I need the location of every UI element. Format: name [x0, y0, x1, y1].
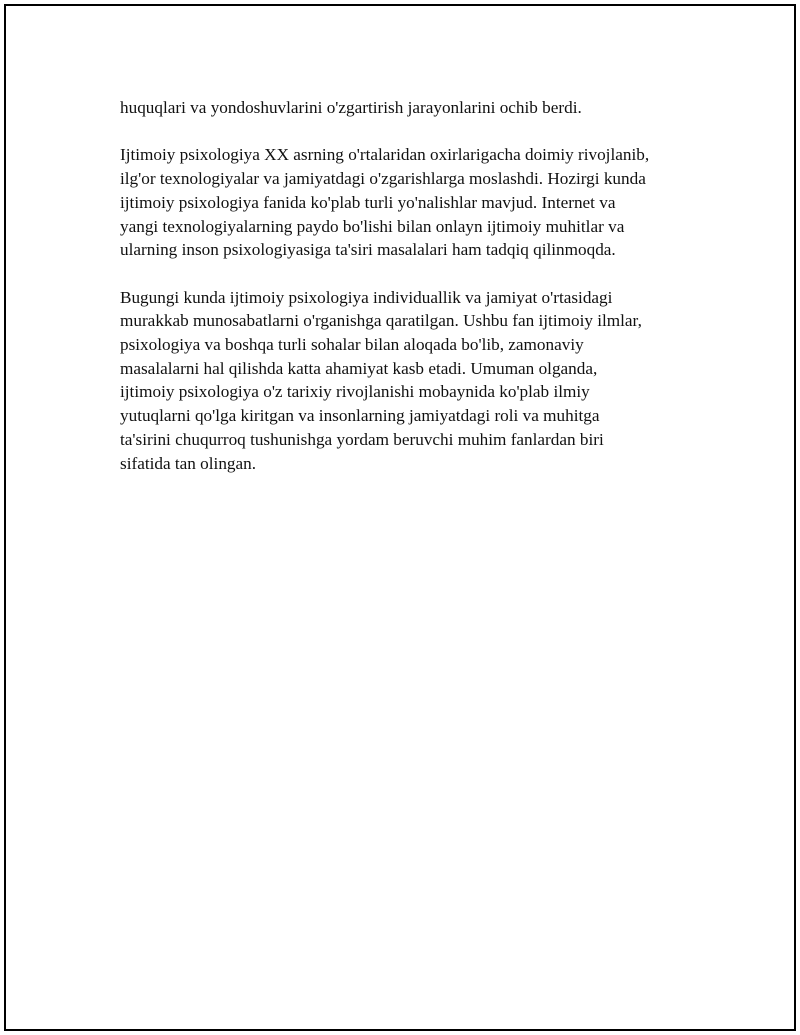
text-line: ijtimoiy psixologiya fanida ko'plab turli yo'nalishlar mavjud. Internet va: [120, 192, 616, 212]
paragraph-2: [120, 143, 710, 262]
text-line: yangi texnologiyalarning paydo bo'lishi bilan onlayn ijtimoiy muhitlar va: [120, 216, 625, 236]
text-line: sifatida tan olingan.: [120, 453, 257, 473]
paragraph-3: [120, 286, 710, 476]
text-line: murakkab munosabatlarni o'rganishga qaratilgan. Ushbu fan ijtimoiy ilmlar,: [120, 311, 642, 331]
text-line: psixologiya va boshqa turli sohalar bilan aloqada bo'lib, zamonaviy: [120, 335, 584, 354]
text-line: ularning inson psixologiyasiga ta'siri masalalari ham tadqiq qilinmoqda.: [120, 240, 616, 260]
document-page: [4, 4, 796, 1031]
text-line: ilg'or texnologiyalar va jamiyatdagi o'zgarishlarga moslashdi. Hozirgi kunda: [120, 169, 646, 189]
document-body: [120, 96, 710, 499]
text-line: yutuqlarni qo'lga kiritgan va insonlarning jamiyatdagi roli va muhitga: [120, 406, 600, 426]
text-line: masalalarni hal qilishda katta ahamiyat kasb etadi. Umuman olganda,: [120, 358, 598, 378]
paragraph-1: [120, 96, 710, 120]
text-line: ta'sirini chuqurroq tushunishga yordam beruvchi muhim fanlardan biri: [120, 429, 604, 449]
text-line: Ijtimoiy psixologiya XX asrning o'rtalaridan oxirlarigacha doimiy rivojlanib,: [120, 145, 650, 165]
text-line: ijtimoiy psixologiya o'z tarixiy rivojlanishi mobaynida ko'plab ilmiy: [120, 382, 590, 402]
text-line: huquqlari va yondoshuvlarini o'zgartirish jarayonlarini ochib berdi.: [120, 98, 582, 117]
text-line: Bugungi kunda ijtimoiy psixologiya individuallik va jamiyat o'rtasidagi: [120, 287, 613, 307]
